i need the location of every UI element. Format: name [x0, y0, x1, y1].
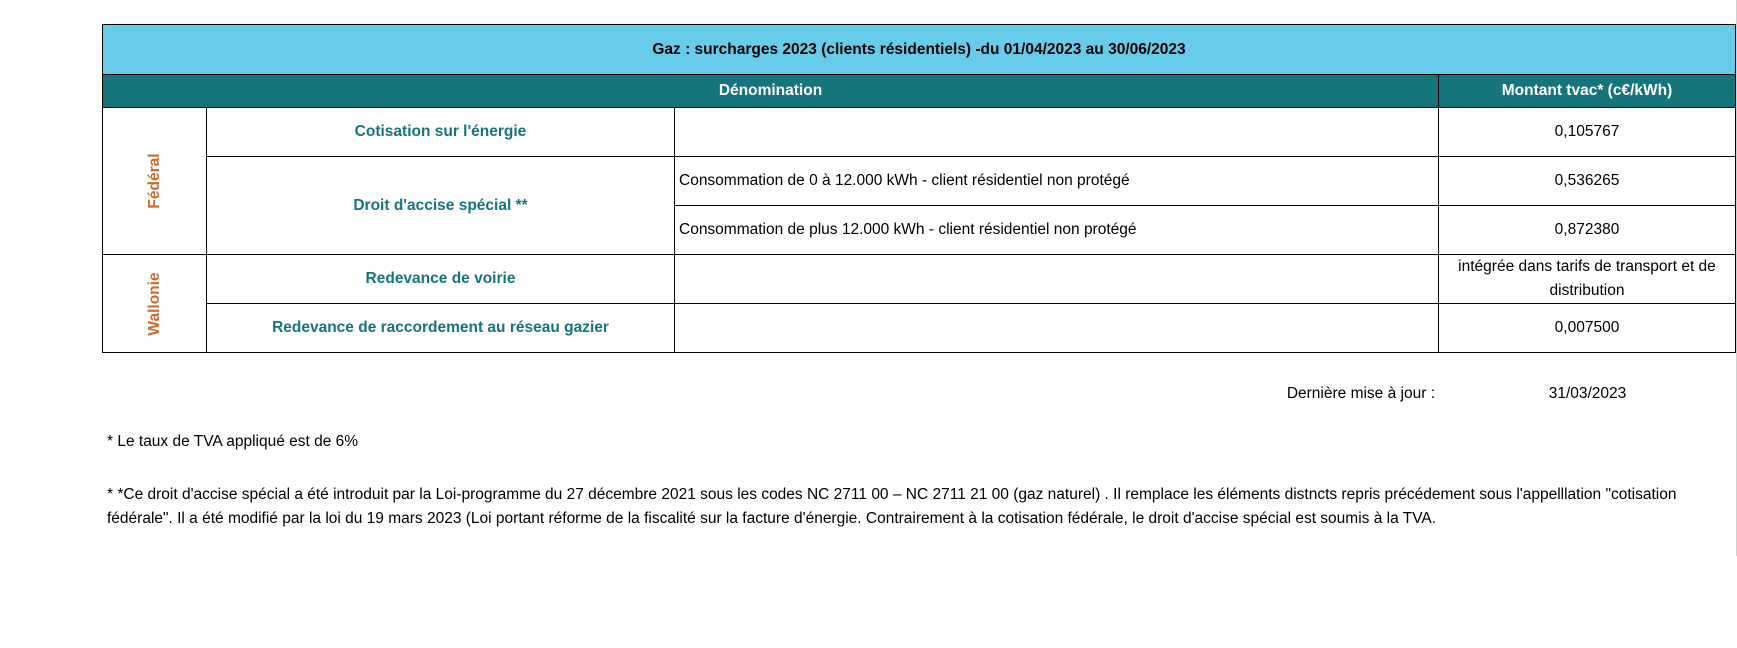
gas-surcharges-table: [102, 24, 1736, 353]
item-amount: 0,872380: [1439, 206, 1736, 255]
footnote-accise: * *Ce droit d'accise spécial a été introduit par la Loi-programme du 27 décembre 2021 sous les codes NC 2711 00 – NC 2711 21 00 (gaz naturel) . Il remplace les éléments distncts repris précédement sous l'appelllation "cotisation fédérale". Il a été modifié par la loi du 19 mars 2023 (Loi portant réforme de la fiscalité sur la facture d'énergie. Contrairement à la cotisation fédérale, le droit d'accise spécial est soumis à la TVA.: [107, 486, 1677, 527]
item-description: [675, 304, 1439, 353]
item-description: [675, 255, 1439, 304]
table-row: [103, 304, 1736, 353]
table-row: [103, 108, 1736, 157]
region-cell-federal: [103, 108, 207, 255]
item-amount: intégrée dans tarifs de transport et de distribution: [1439, 255, 1736, 304]
region-label-wallonie: Wallonie: [145, 271, 163, 336]
item-description: Consommation de 0 à 12.000 kWh - client résidentiel non protégé: [675, 157, 1439, 206]
table-title: Gaz : surcharges 2023 (clients résidentiels) -du 01/04/2023 au 30/06/2023: [103, 25, 1736, 75]
footnote-tva: * Le taux de TVA appliqué est de 6%: [107, 433, 359, 450]
item-description: [675, 108, 1439, 157]
region-cell-wallonie: [103, 255, 207, 353]
item-name: Redevance de voirie: [207, 255, 675, 304]
item-name: Redevance de raccordement au réseau gazier: [207, 304, 675, 353]
item-amount: 0,536265: [1439, 157, 1736, 206]
last-update-label: Dernière mise à jour :: [1286, 385, 1435, 402]
item-name: Droit d'accise spécial **: [207, 157, 675, 255]
table-row: [103, 157, 1736, 206]
item-amount: 0,105767: [1439, 108, 1736, 157]
region-label-federal: Fédéral: [145, 153, 163, 209]
column-header-denomination: Dénomination: [103, 75, 1439, 108]
table-row: [103, 255, 1736, 304]
item-amount: 0,007500: [1439, 304, 1736, 353]
item-name: Cotisation sur l'énergie: [207, 108, 675, 157]
last-update-date: 31/03/2023: [1548, 385, 1627, 402]
column-header-amount: Montant tvac* (c€/kWh): [1439, 75, 1736, 108]
item-description: Consommation de plus 12.000 kWh - client résidentiel non protégé: [675, 206, 1439, 255]
